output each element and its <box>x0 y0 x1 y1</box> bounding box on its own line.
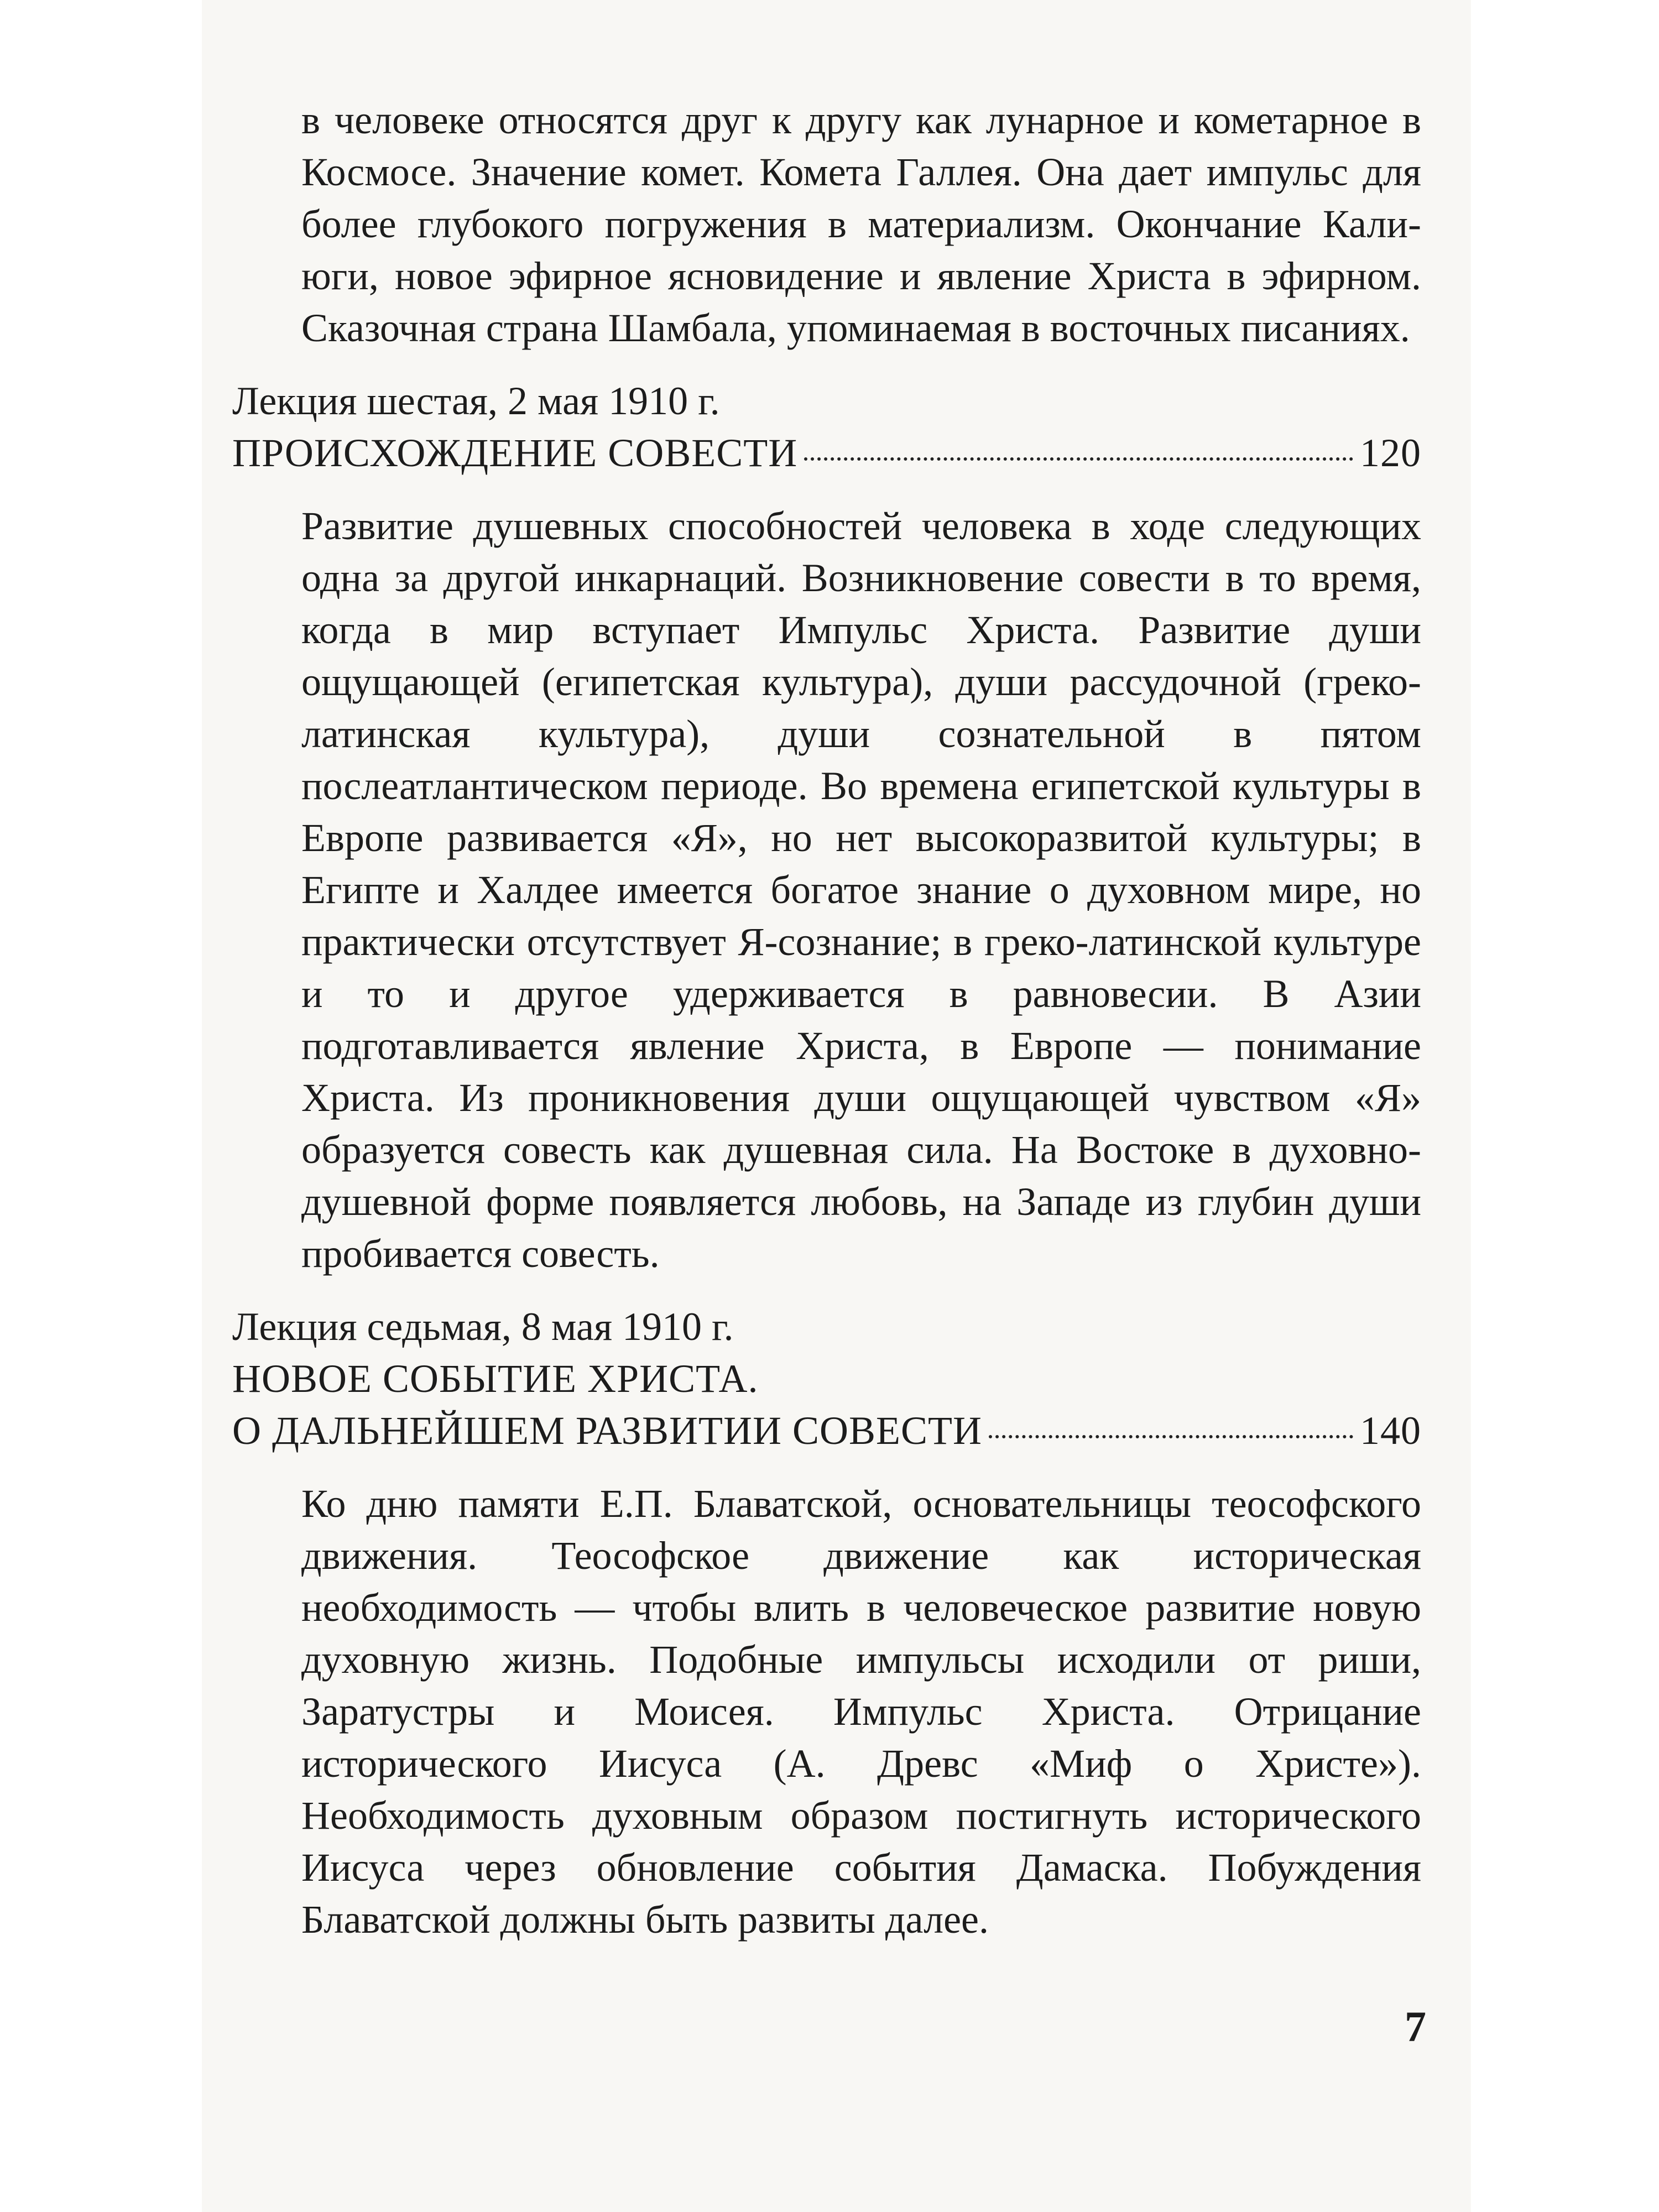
lecture-7-page: 140 <box>1360 1408 1421 1453</box>
lecture-6-date: Лекция шестая, 2 мая 1910 г. <box>232 379 720 423</box>
lecture-7-title: О ДАЛЬНЕЙШЕМ РАЗВИТИИ СОВЕСТИ <box>232 1408 983 1453</box>
lecture-7-title-line[interactable] <box>232 1405 1421 1457</box>
table-of-contents <box>232 94 1421 1945</box>
intro-paragraph: в человеке относятся друг к другу как лунарное и кометарное в Космосе. Значение комет. Комета Галлея. Она дает импульс для более глубокого погружения в материализм. Окончание Кали-юги, новое эфирное ясновидение и явление Христа в эфирном. Сказочная страна Шамбала, упоминаемая в восточных писаниях. <box>301 98 1421 350</box>
lecture-7-title-line-1: НОВОЕ СОБЫТИЕ ХРИСТА. <box>232 1357 759 1401</box>
page-number: 7 <box>1405 2002 1426 2051</box>
dot-leader <box>989 1435 1353 1438</box>
dot-leader <box>804 457 1353 461</box>
lecture-7-summary: Ко дню памяти Е.П. Блаватской, основательницы теософского движения. Теософское движение как историческая необходимость — чтобы влить в человеческое развитие новую духовную жизнь. Подобные импульсы исходили от риши, Заратустры и Моисея. Импульс Христа. Отрицание исторического Иисуса (А. Древс «Миф о Христе»). Необходимость духовным образом постигнуть исторического Иисуса через обновление события Дамаска. Побуждения Блаватской должны быть развиты далее. <box>301 1481 1421 1942</box>
lecture-6-title-line[interactable] <box>232 427 1421 479</box>
lecture-7-heading <box>232 1301 1421 1457</box>
lecture-6-page: 120 <box>1360 431 1421 475</box>
lecture-6-summary: Развитие душевных способностей человека в ходе следующих одна за другой инкарнаций. Возникновение совести в то время, когда в мир вступает Импульс Христа. Развитие души ощущающей (египетская культура), души рассудочной (греко-латинская культура), души сознательной в пятом послеатлантическом периоде. Во времена египетской культуры в Европе развивается «Я», но нет высокоразвитой культуры; в Египте и Халдее имеется богатое знание о духовном мире, но практически отсутствует Я-сознание; в греко-латинской культуре и то и другое удерживается в равновесии. В Азии подготавливается явление Христа, в Европе — понимание Христа. Из проникновения души ощущающей чувством «Я» образуется совесть как душевная сила. На Востоке в духовно-душевной форме появляется любовь, на Западе из глубин души пробивается совесть. <box>301 504 1421 1276</box>
lecture-6-title: ПРОИСХОЖДЕНИЕ СОВЕСТИ <box>232 431 798 475</box>
lecture-7-date: Лекция седьмая, 8 мая 1910 г. <box>232 1305 734 1349</box>
lecture-6-heading <box>232 375 1421 479</box>
